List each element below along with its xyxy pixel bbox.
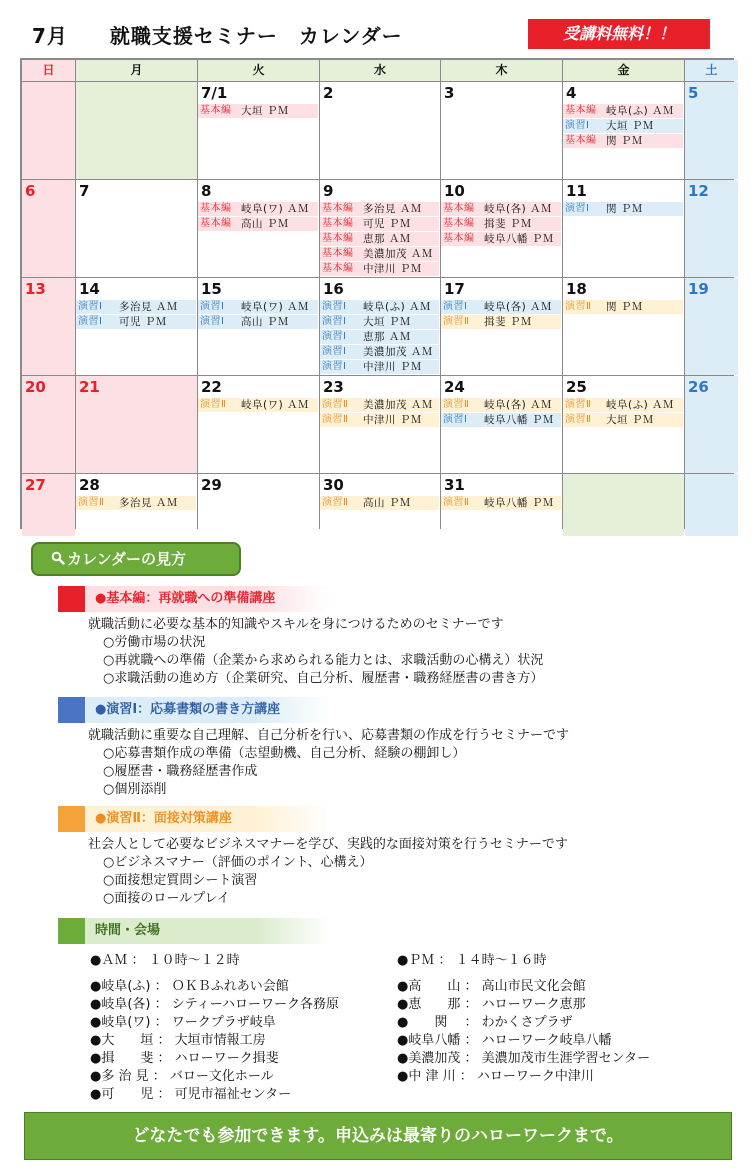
weekday-header: 日 bbox=[22, 60, 75, 81]
seminar-event[interactable] bbox=[320, 345, 439, 359]
day-number: 26 bbox=[688, 378, 709, 396]
seminar-place: 多治見 ＡＭ bbox=[119, 497, 178, 509]
venue-item: ●多 治 見 ： バロー文化ホール bbox=[90, 1069, 274, 1084]
seminar-event[interactable] bbox=[320, 398, 439, 412]
day-number: 28 bbox=[79, 476, 100, 494]
day-cell bbox=[441, 278, 562, 375]
weekday-header: 火 bbox=[198, 60, 319, 81]
seminar-place: 岐阜八幡 ＰＭ bbox=[484, 497, 554, 509]
day-number: 2 bbox=[323, 84, 334, 102]
day-cell bbox=[22, 376, 75, 473]
legend-description-text: 社会人として必要なビジネスマナーを学び、実践的な面接対策を行うセミナーです bbox=[88, 837, 568, 852]
seminar-place: 大垣 ＰＭ bbox=[363, 316, 411, 328]
seminar-event[interactable] bbox=[198, 202, 318, 216]
seminar-place: 大垣 ＰＭ bbox=[241, 105, 289, 117]
venue-item: ●岐阜(ふ) ： ＯＫＢふれあい会館 bbox=[90, 979, 289, 994]
seminar-type: 演習Ⅱ bbox=[565, 301, 592, 312]
weekday-header: 木 bbox=[441, 60, 562, 81]
day-cell bbox=[198, 376, 319, 473]
seminar-type: 基本編 bbox=[200, 203, 232, 214]
seminar-place: 恵那 ＡＭ bbox=[363, 233, 411, 245]
legend-section-title: ●演習Ⅱ：面接対策講座 bbox=[85, 806, 330, 832]
seminar-type: 基本編 bbox=[322, 248, 354, 259]
day-cell bbox=[198, 278, 319, 375]
legend-color-swatch bbox=[58, 586, 85, 612]
day-cell bbox=[563, 180, 684, 277]
seminar-type: 基本編 bbox=[443, 203, 475, 214]
seminar-event[interactable] bbox=[320, 217, 439, 231]
seminar-event[interactable] bbox=[320, 300, 439, 314]
seminar-event[interactable] bbox=[563, 398, 683, 412]
day-cell bbox=[198, 82, 319, 179]
seminar-place: 揖斐 ＰＭ bbox=[484, 218, 532, 230]
day-number: 23 bbox=[323, 378, 344, 396]
legend-item: ○求職活動の進め方（企業研究、自己分析、履歴書・職務経歴書の書き方） bbox=[103, 671, 544, 686]
day-number: 7 bbox=[79, 182, 90, 200]
day-number: 11 bbox=[566, 182, 587, 200]
day-cell bbox=[320, 180, 440, 277]
day-number bbox=[685, 474, 738, 496]
seminar-place: 中津川 ＰＭ bbox=[363, 361, 422, 373]
legend-description bbox=[88, 836, 568, 908]
seminar-event[interactable] bbox=[76, 496, 196, 510]
venue-item: ●恵 那 ： ハローワーク恵那 bbox=[397, 997, 586, 1012]
legend-item: ○個別添削 bbox=[103, 782, 167, 797]
seminar-place: 岐阜(ふ) ＡＭ bbox=[606, 105, 675, 117]
seminar-type: 演習Ⅱ bbox=[322, 399, 349, 410]
seminar-event[interactable] bbox=[198, 104, 318, 118]
legend-description-text: 就職活動に重要な自己理解、自己分析を行い、応募書類の作成を行うセミナーです bbox=[88, 728, 570, 743]
seminar-event[interactable] bbox=[563, 104, 683, 118]
venue-item: ●中 津 川 ： ハローワーク中津川 bbox=[397, 1069, 594, 1084]
day-cell bbox=[76, 82, 197, 179]
legend-item: ○ビジネスマナー（評価のポイント、心構え） bbox=[103, 855, 373, 870]
seminar-place: 岐阜(各) ＡＭ bbox=[484, 399, 553, 411]
seminar-event[interactable] bbox=[563, 300, 683, 314]
seminar-event[interactable] bbox=[320, 202, 439, 216]
seminar-place: 高山 ＰＭ bbox=[241, 218, 289, 230]
day-number: 25 bbox=[566, 378, 587, 396]
day-cell bbox=[198, 474, 319, 536]
day-number bbox=[22, 82, 75, 104]
day-number bbox=[563, 474, 684, 496]
day-cell bbox=[563, 82, 684, 179]
legend-item: ○面接のロールプレイ bbox=[103, 891, 230, 906]
day-number: 10 bbox=[444, 182, 465, 200]
venue-item: ●高 山 ： 高山市民文化会館 bbox=[397, 979, 586, 994]
seminar-type: 演習Ⅰ bbox=[200, 301, 225, 312]
calendar-grid bbox=[22, 60, 734, 529]
seminar-type: 演習Ⅱ bbox=[322, 414, 349, 425]
day-number: 5 bbox=[688, 84, 699, 102]
seminar-event[interactable] bbox=[320, 262, 439, 276]
day-number: 7/1 bbox=[201, 84, 228, 102]
search-icon bbox=[51, 545, 65, 575]
legend-section-bar bbox=[58, 806, 330, 832]
weekday-header: 水 bbox=[320, 60, 440, 81]
day-number: 22 bbox=[201, 378, 222, 396]
seminar-type: 基本編 bbox=[200, 105, 232, 116]
venue-item: ●美濃加茂 ： 美濃加茂市生涯学習センター bbox=[397, 1051, 651, 1066]
day-cell bbox=[441, 180, 562, 277]
seminar-type: 演習Ⅱ bbox=[565, 414, 592, 425]
seminar-type: 演習Ⅰ bbox=[322, 331, 347, 342]
seminar-place: 岐阜(ワ) ＡＭ bbox=[241, 301, 310, 313]
seminar-type: 基本編 bbox=[443, 218, 475, 229]
weekday-header: 月 bbox=[76, 60, 197, 81]
legend-button[interactable] bbox=[31, 542, 241, 576]
seminar-event[interactable] bbox=[320, 496, 439, 510]
day-number: 4 bbox=[566, 84, 577, 102]
day-cell bbox=[22, 82, 75, 179]
day-number: 21 bbox=[79, 378, 100, 396]
calendar bbox=[20, 58, 734, 529]
seminar-event[interactable] bbox=[563, 119, 683, 133]
seminar-place: 可児 ＰＭ bbox=[119, 316, 167, 328]
seminar-place: 岐阜(各) ＡＭ bbox=[484, 203, 553, 215]
day-cell bbox=[441, 82, 562, 179]
seminar-event[interactable] bbox=[441, 398, 561, 412]
seminar-event[interactable] bbox=[441, 217, 561, 231]
venue-item: ●大 垣 ： 大垣市情報工房 bbox=[90, 1033, 266, 1048]
seminar-type: 演習Ⅱ bbox=[565, 399, 592, 410]
legend-item: ○再就職への準備（企業から求められる能力とは、求職活動の心構え）状況 bbox=[103, 653, 544, 668]
day-cell bbox=[685, 278, 738, 375]
seminar-place: 高山 ＰＭ bbox=[363, 497, 411, 509]
legend-item: ○面接想定質問シート演習 bbox=[103, 873, 258, 888]
day-number: 27 bbox=[25, 476, 46, 494]
day-number: 14 bbox=[79, 280, 100, 298]
legend-item: ○履歴書・職務経歴書作成 bbox=[103, 764, 258, 779]
seminar-type: 演習Ⅱ bbox=[200, 399, 227, 410]
seminar-place: 恵那 ＡＭ bbox=[363, 331, 411, 343]
seminar-event[interactable] bbox=[76, 315, 196, 329]
seminar-type: 基本編 bbox=[322, 263, 354, 274]
day-cell bbox=[685, 82, 738, 179]
day-cell bbox=[76, 180, 197, 277]
day-cell bbox=[441, 474, 562, 536]
seminar-place: 中津川 ＰＭ bbox=[363, 414, 422, 426]
venues-right bbox=[397, 978, 650, 1086]
seminar-type: 演習Ⅱ bbox=[443, 399, 470, 410]
venue-item: ●岐阜八幡 ： ハローワーク岐阜八幡 bbox=[397, 1033, 612, 1048]
seminar-event[interactable] bbox=[320, 413, 439, 427]
legend-description-text: 就職活動に必要な基本的知識やスキルを身につけるためのセミナーです bbox=[88, 617, 504, 632]
day-number: 16 bbox=[323, 280, 344, 298]
seminar-place: 岐阜(ふ) ＡＭ bbox=[606, 399, 675, 411]
day-cell bbox=[685, 376, 738, 473]
seminar-event[interactable] bbox=[198, 315, 318, 329]
day-cell bbox=[22, 474, 75, 536]
day-number: 30 bbox=[323, 476, 344, 494]
day-cell bbox=[22, 278, 75, 375]
seminar-type: 演習Ⅰ bbox=[443, 414, 468, 425]
page-header bbox=[0, 0, 756, 56]
seminar-place: 岐阜(ワ) ＡＭ bbox=[241, 203, 310, 215]
seminar-event[interactable] bbox=[441, 232, 561, 246]
seminar-place: 美濃加茂 ＡＭ bbox=[363, 399, 433, 411]
seminar-event[interactable] bbox=[563, 134, 683, 148]
seminar-type: 演習Ⅰ bbox=[322, 346, 347, 357]
seminar-event[interactable] bbox=[198, 398, 318, 412]
day-number: 9 bbox=[323, 182, 334, 200]
day-cell bbox=[320, 278, 440, 375]
day-number: 19 bbox=[688, 280, 709, 298]
day-number: 18 bbox=[566, 280, 587, 298]
seminar-type: 演習Ⅱ bbox=[443, 316, 470, 327]
day-cell bbox=[22, 180, 75, 277]
seminar-type: 基本編 bbox=[565, 135, 597, 146]
seminar-place: 多治見 ＡＭ bbox=[363, 203, 422, 215]
legend-section-title: ●演習Ⅰ：応募書類の書き方講座 bbox=[85, 697, 330, 723]
seminar-event[interactable] bbox=[441, 202, 561, 216]
seminar-event[interactable] bbox=[198, 300, 318, 314]
seminar-event[interactable] bbox=[563, 202, 683, 216]
legend-color-swatch bbox=[58, 697, 85, 723]
day-number: 12 bbox=[688, 182, 709, 200]
seminar-event[interactable] bbox=[441, 413, 561, 427]
legend-color-swatch bbox=[58, 806, 85, 832]
seminar-place: 関 ＰＭ bbox=[606, 203, 643, 215]
am-time: ●ＡＭ ： １０時～１２時 bbox=[90, 953, 240, 968]
day-number: 29 bbox=[201, 476, 222, 494]
venue-item: ●岐阜(ワ) ： ワークプラザ岐阜 bbox=[90, 1015, 276, 1030]
seminar-place: 揖斐 ＰＭ bbox=[484, 316, 532, 328]
seminar-event[interactable] bbox=[198, 217, 318, 231]
seminar-place: 関 ＰＭ bbox=[606, 301, 643, 313]
seminar-event[interactable] bbox=[320, 330, 439, 344]
legend-description bbox=[88, 616, 543, 688]
venue-item: ● 関 ： わかくさプラザ bbox=[397, 1015, 573, 1030]
seminar-type: 演習Ⅰ bbox=[565, 203, 590, 214]
seminar-place: 岐阜(ふ) ＡＭ bbox=[363, 301, 432, 313]
legend-item: ○応募書類作成の準備（志望動機、自己分析、経験の棚卸し） bbox=[103, 746, 466, 761]
seminar-place: 美濃加茂 ＡＭ bbox=[363, 346, 433, 358]
day-number bbox=[76, 82, 197, 104]
legend-button-label: カレンダーの見方 bbox=[67, 550, 187, 568]
pm-time: ●ＰＭ ： １４時～１６時 bbox=[397, 953, 547, 968]
day-number: 13 bbox=[25, 280, 46, 298]
seminar-type: 演習Ⅱ bbox=[322, 497, 349, 508]
seminar-place: 可児 ＰＭ bbox=[363, 218, 411, 230]
seminar-type: 演習Ⅰ bbox=[322, 316, 347, 327]
seminar-type: 演習Ⅱ bbox=[78, 497, 105, 508]
seminar-event[interactable] bbox=[563, 413, 683, 427]
day-number: 8 bbox=[201, 182, 212, 200]
seminar-type: 演習Ⅰ bbox=[565, 120, 590, 131]
weekday-header: 金 bbox=[563, 60, 684, 81]
legend-color-swatch bbox=[58, 918, 85, 944]
day-cell bbox=[320, 82, 440, 179]
footer-banner: どなたでも参加できます。申込みは最寄りのハローワークまで。 bbox=[24, 1112, 732, 1160]
legend-section-bar bbox=[58, 918, 330, 944]
day-cell bbox=[563, 376, 684, 473]
seminar-type: 演習Ⅰ bbox=[322, 361, 347, 372]
seminar-event[interactable] bbox=[441, 315, 561, 329]
venue-item: ●可 児 ： 可児市福祉センター bbox=[90, 1087, 292, 1102]
day-cell bbox=[76, 376, 197, 473]
day-cell bbox=[320, 474, 440, 536]
seminar-place: 大垣 ＰＭ bbox=[606, 120, 654, 132]
seminar-event[interactable] bbox=[320, 315, 439, 329]
seminar-place: 多治見 ＡＭ bbox=[119, 301, 178, 313]
seminar-event[interactable] bbox=[76, 300, 196, 314]
seminar-place: 美濃加茂 ＡＭ bbox=[363, 248, 433, 260]
seminar-place: 岐阜(ワ) ＡＭ bbox=[241, 399, 310, 411]
seminar-type: 基本編 bbox=[200, 218, 232, 229]
seminar-type: 演習Ⅰ bbox=[200, 316, 225, 327]
day-cell bbox=[685, 180, 738, 277]
legend-section-title: ●基本編：再就職への準備講座 bbox=[85, 586, 330, 612]
day-cell bbox=[441, 376, 562, 473]
day-cell bbox=[76, 278, 197, 375]
legend-section-bar bbox=[58, 697, 330, 723]
legend-section-bar bbox=[58, 586, 330, 612]
day-number: 15 bbox=[201, 280, 222, 298]
seminar-event[interactable] bbox=[320, 232, 439, 246]
day-number: 6 bbox=[25, 182, 36, 200]
weekday-header: 土 bbox=[685, 60, 738, 81]
day-number: 17 bbox=[444, 280, 465, 298]
seminar-place: 岐阜八幡 ＰＭ bbox=[484, 414, 554, 426]
seminar-type: 基本編 bbox=[565, 105, 597, 116]
seminar-type: 基本編 bbox=[443, 233, 475, 244]
seminar-event[interactable] bbox=[441, 300, 561, 314]
day-cell bbox=[76, 474, 197, 536]
venue-item: ●揖 斐 ： ハローワーク揖斐 bbox=[90, 1051, 279, 1066]
page-title: 7月 就職支援セミナー カレンダー bbox=[32, 24, 403, 48]
day-cell bbox=[198, 180, 319, 277]
seminar-place: 関 ＰＭ bbox=[606, 135, 643, 147]
day-cell bbox=[563, 278, 684, 375]
seminar-place: 岐阜(各) ＡＭ bbox=[484, 301, 553, 313]
seminar-type: 基本編 bbox=[322, 218, 354, 229]
day-cell bbox=[320, 376, 440, 473]
day-number: 3 bbox=[444, 84, 455, 102]
seminar-event[interactable] bbox=[441, 496, 561, 510]
seminar-event[interactable] bbox=[320, 247, 439, 261]
free-badge: 受講料無料！！ bbox=[528, 19, 710, 49]
legend-description bbox=[88, 727, 569, 799]
seminar-type: 演習Ⅱ bbox=[443, 497, 470, 508]
seminar-place: 中津川 ＰＭ bbox=[363, 263, 422, 275]
seminar-type: 演習Ⅰ bbox=[322, 301, 347, 312]
day-number: 31 bbox=[444, 476, 465, 494]
seminar-type: 演習Ⅰ bbox=[78, 301, 103, 312]
seminar-type: 基本編 bbox=[322, 203, 354, 214]
seminar-place: 大垣 ＰＭ bbox=[606, 414, 654, 426]
seminar-type: 演習Ⅰ bbox=[78, 316, 103, 327]
venues-left bbox=[90, 978, 339, 1104]
legend-item: ○労働市場の状況 bbox=[103, 635, 206, 650]
seminar-place: 岐阜八幡 ＰＭ bbox=[484, 233, 554, 245]
day-cell bbox=[563, 474, 684, 536]
seminar-type: 演習Ⅰ bbox=[443, 301, 468, 312]
seminar-place: 高山 ＰＭ bbox=[241, 316, 289, 328]
day-cell bbox=[685, 474, 738, 536]
venue-item: ●岐阜(各) ： シティーハローワーク各務原 bbox=[90, 997, 340, 1012]
day-number: 20 bbox=[25, 378, 46, 396]
seminar-type: 基本編 bbox=[322, 233, 354, 244]
legend-section-title: 時間・会場 bbox=[85, 918, 330, 944]
day-number: 24 bbox=[444, 378, 465, 396]
seminar-event[interactable] bbox=[320, 360, 439, 374]
